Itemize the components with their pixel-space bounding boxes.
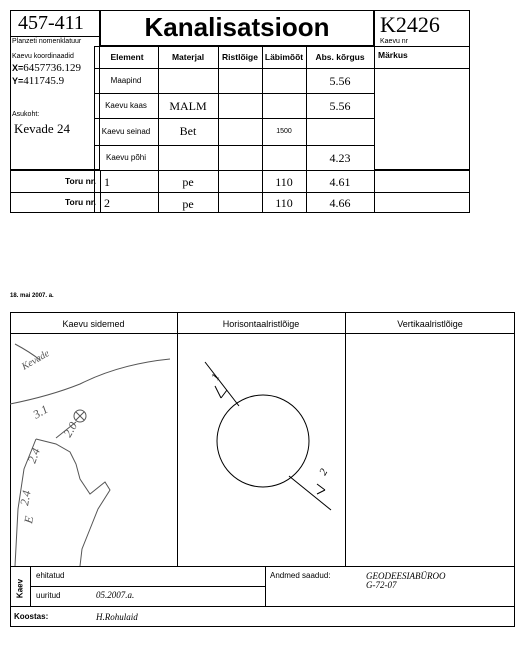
kaev-side-label: Kaev: [15, 578, 25, 599]
col-labimoot: Läbimõõt: [264, 52, 304, 62]
surveyed-value: 05.2007.a.: [96, 590, 135, 600]
pipe-materjal: pe: [182, 175, 194, 189]
x-coord-row: [12, 62, 81, 74]
pipe-korgus: 4.61: [329, 175, 351, 189]
sketch-dim: 2.4: [24, 446, 43, 466]
row-korgus: 5.56: [329, 99, 351, 113]
address-value: Kevade 24: [14, 121, 70, 136]
pipe-1-label: 1: [209, 371, 223, 383]
section-horisontaal: Horisontaalristlõige: [222, 319, 300, 329]
coords-label: Kaevu koordinaadid: [12, 53, 74, 60]
col-element: Element: [110, 52, 144, 62]
pipe-korgus: 4.66: [329, 196, 351, 210]
address-label: Asukoht:: [12, 111, 40, 118]
sketch-dim: 2.4: [17, 489, 34, 507]
kaev-side-label-wrap: [10, 580, 30, 600]
horizontal-section-drawing: [177, 334, 345, 566]
well-id: K2426: [380, 12, 440, 37]
sheet-number: 457-411: [18, 12, 84, 34]
x-value: 6457736.129: [23, 62, 82, 74]
surveyed-label: uuritud: [36, 591, 61, 600]
x-label: X=: [12, 63, 24, 73]
location-sketch: [10, 334, 177, 566]
row-element-label: Kaevu põhi: [105, 153, 147, 162]
col-markus: Märkus: [378, 50, 408, 60]
row-element-label: Maapind: [110, 76, 142, 85]
section-vertikaal: Vertikaalristlõige: [397, 319, 463, 329]
page-title: Kanalisatsioon: [144, 12, 330, 42]
row-element-label: Kaevu seinad: [101, 127, 151, 136]
compiled-label: Koostas:: [14, 612, 49, 621]
pipe-labimoot: 110: [275, 175, 293, 189]
sketch-dim: 2.0: [60, 419, 81, 440]
pipe-label: Toru nr.: [64, 197, 96, 207]
y-value: 411745.9: [23, 75, 65, 87]
data-source-value: GEODEESIABÜROO: [366, 571, 446, 581]
pipe-materjal: pe: [182, 197, 194, 211]
date-note: 18. mai 2007. a.: [10, 293, 54, 299]
pipe-2-label: 2: [317, 466, 331, 478]
pipe-nr: 2: [104, 196, 110, 210]
data-source-label: Andmed saadud:: [270, 571, 331, 580]
built-label: ehitatud: [36, 571, 65, 580]
y-label: Y=: [12, 76, 24, 86]
sheet-label: Planzeti nomenklatuur: [12, 38, 82, 45]
y-coord-row: [12, 75, 64, 87]
sketch-dim: E: [21, 514, 37, 525]
col-materjal: Materjal: [171, 52, 205, 62]
sketch-street-label: Kevade: [20, 348, 52, 373]
sketch-dim: 3.1: [30, 401, 51, 422]
pipe-labimoot: 110: [275, 196, 293, 210]
col-korgus: Abs. kõrgus: [315, 52, 365, 62]
well-id-label: Kaevu nr: [380, 38, 409, 45]
row-korgus: 5.56: [329, 74, 351, 88]
data-source-code: G-72-07: [366, 580, 397, 590]
row-korgus: 4.23: [329, 151, 351, 165]
col-ristloige: Ristlõige: [222, 52, 258, 62]
pipe-nr: 1: [104, 175, 110, 189]
row-materjal: Bet: [179, 124, 197, 138]
compiled-value: H.Rohulaid: [96, 612, 138, 622]
row-materjal: MALM: [169, 99, 207, 113]
row-element-label: Kaevu kaas: [105, 101, 147, 110]
pipe-label: Toru nr.: [64, 176, 96, 186]
section-kaevu-sidemed: Kaevu sidemed: [62, 319, 125, 329]
row-labimoot: 1500: [276, 128, 292, 135]
